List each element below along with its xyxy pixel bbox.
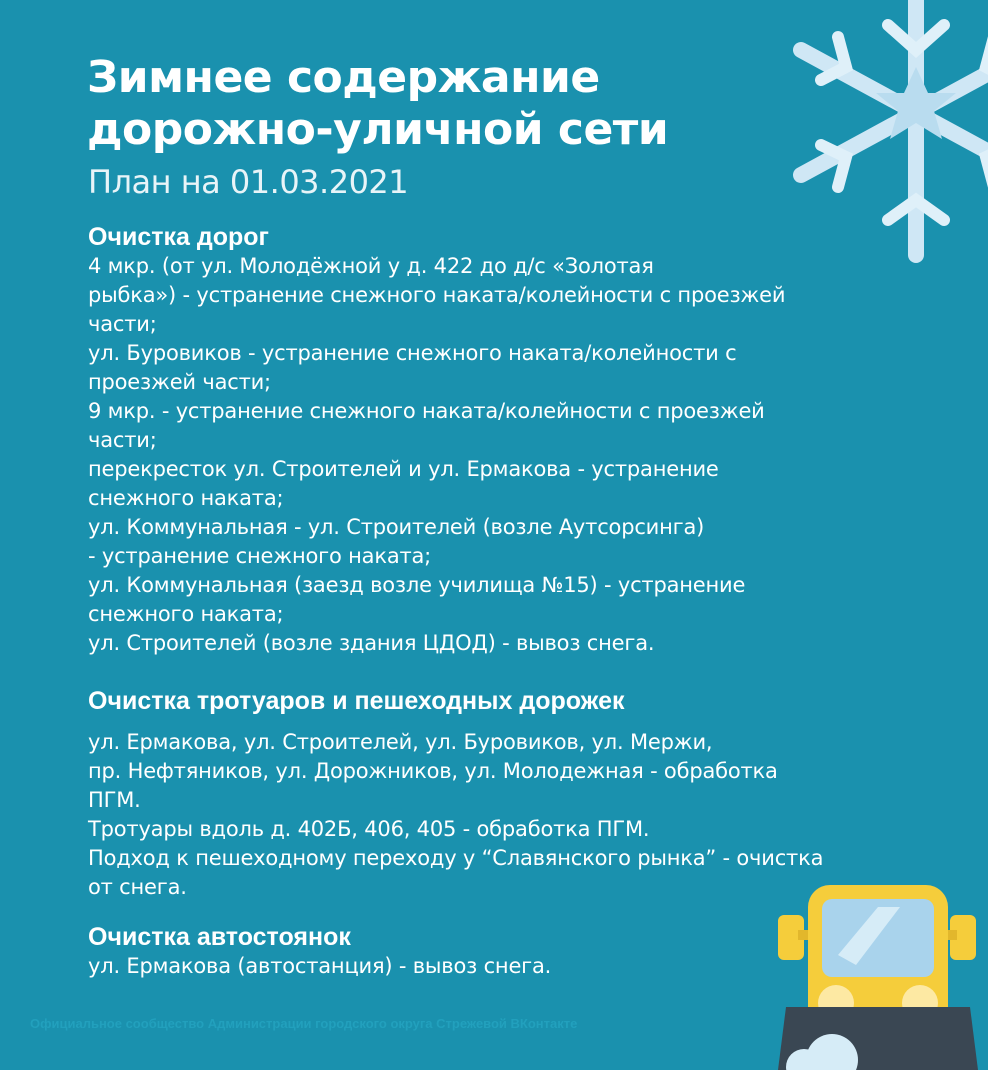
section-title: Очистка дорог [88, 223, 269, 251]
text-line: проезжей части; [88, 370, 271, 394]
text-line: ул. Коммунальная - ул. Строителей (возле Аутсорсинга) [88, 515, 705, 539]
text-line: пр. Нефтяников, ул. Дорожников, ул. Молодежная - обработка [88, 759, 778, 783]
snowplow-truck-icon [778, 885, 988, 1070]
title-line-2: дорожно-уличной сети [87, 104, 669, 155]
text-line: от снега. [88, 875, 187, 899]
text-line: Подход к пешеходному переходу у “Славянского рынка” - очистка [88, 846, 824, 870]
text-line: рыбка») - устранение снежного наката/колейности с проезжей [88, 283, 786, 307]
section-sidewalks [88, 686, 928, 902]
text-line: ул. Коммунальная (заезд возле училища №15) - устранение [88, 573, 746, 597]
text-line: снежного наката; [88, 486, 284, 510]
title-line-1: Зимнее содержание [87, 52, 600, 103]
page-subtitle: План на 01.03.2021 [88, 163, 409, 201]
text-line: 4 мкр. (от ул. Молодёжной у д. 422 до д/с «Золотая [88, 254, 654, 278]
text-line: ул. Ермакова, ул. Строителей, ул. Буровиков, ул. Мержи, [88, 730, 713, 754]
text-line: ул. Ермакова (автостанция) - вывоз снега. [88, 954, 552, 978]
section-body [88, 252, 928, 658]
text-line: снежного наката; [88, 602, 284, 626]
section-title: Очистка тротуаров и пешеходных дорожек [88, 687, 625, 715]
text-line: ПГМ. [88, 788, 141, 812]
text-line: 9 мкр. - устранение снежного наката/колейности с проезжей [88, 399, 765, 423]
text-line: Тротуары вдоль д. 402Б, 406, 405 - обработка ПГМ. [88, 817, 650, 841]
text-line: - устранение снежного наката; [88, 544, 432, 568]
page-title [87, 52, 787, 156]
section-body [88, 728, 928, 902]
section-title: Очистка автостоянок [88, 923, 351, 951]
text-line: перекресток ул. Строителей и ул. Ермакова - устранение [88, 457, 719, 481]
text-line: ул. Буровиков - устранение снежного наката/колейности с [88, 341, 737, 365]
text-line: части; [88, 312, 157, 336]
section-roads [88, 222, 928, 658]
text-line: ул. Строителей (возле здания ЦДОД) - вывоз снега. [88, 631, 655, 655]
footer-credit: Официальное сообщество Администрации городского округа Стрежевой ВКонтакте [30, 1016, 578, 1031]
text-line: части; [88, 428, 157, 452]
